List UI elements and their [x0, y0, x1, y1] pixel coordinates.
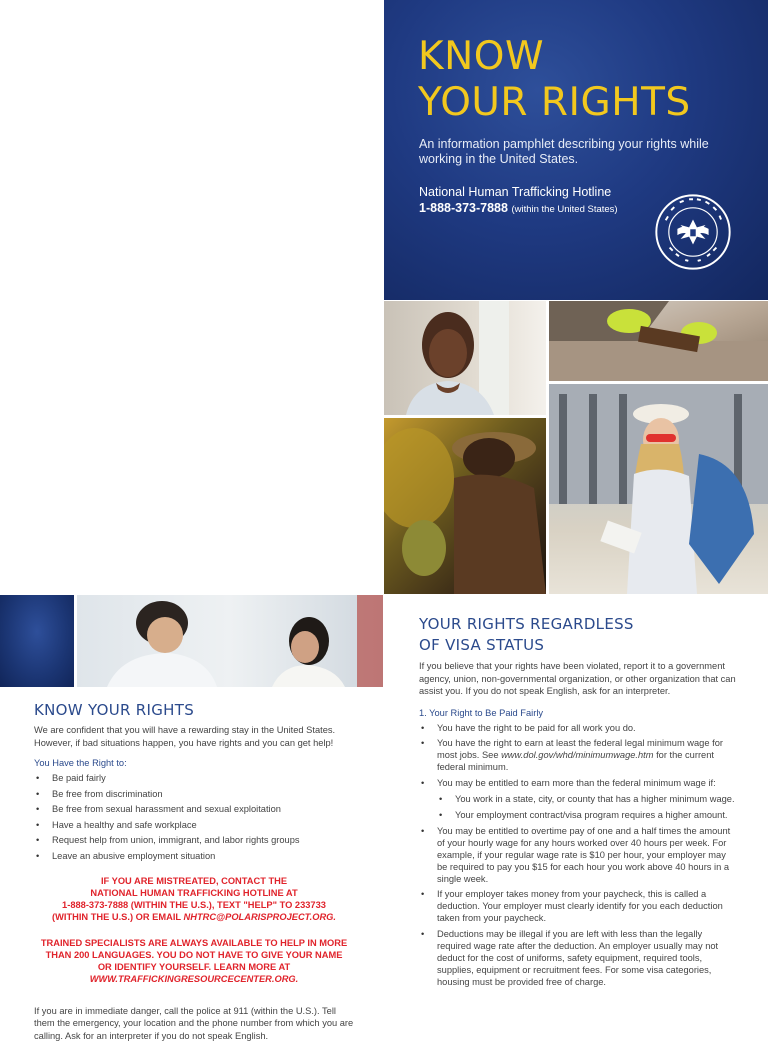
minimum-wage-link[interactable]: www.dol.gov/whd/minimumwage.htm [501, 750, 654, 761]
nested-list [437, 793, 737, 821]
cover-title-line2: YOUR RIGHTS [418, 80, 691, 125]
cover-title [418, 34, 691, 126]
danger-text: If you are in immediate danger, call the police at 911 (within the U.S.). Tell them the emergency, your location and the phone number from which you are calling. Ask for an interpreter if you do not speak English. [34, 1005, 354, 1041]
intro-text: If you believe that your rights have been violated, report it to a government agency, union, non-governmental organization, or other organization that can assist you. If you do not speak English, ask for an interpreter. [419, 661, 736, 696]
cover-subtitle: An information pamphlet describing your rights while working in the United States. [419, 137, 709, 166]
specialists-alert [34, 937, 354, 985]
hotline-block [419, 184, 618, 218]
list-item: • You may be entitled to overtime pay of one and a half times the amount of your hourly wage for any hours worked over 40 hours per week. For example, if your regular wage rate is $10 per hour, your employer may be required to pay you $15 for each hour you work above 40 hours in a single week. [419, 825, 737, 885]
heading-line: YOUR RIGHTS REGARDLESS [419, 615, 634, 633]
list-item: • If your employer takes money from your paycheck, this is called a deduction. Your employer must clearly identify for you each deduction taken from your paycheck. [419, 888, 737, 924]
list-item: • Have a healthy and safe workplace [34, 819, 354, 831]
list-item [419, 777, 737, 821]
alert-line: NATIONAL HUMAN TRAFFICKING HOTLINE AT [90, 887, 298, 898]
nested-list-item: • You work in a state, city, or county that has a higher minimum wage. [437, 793, 737, 805]
photo-traveler-backpack [549, 384, 768, 594]
hotline-alert [34, 875, 354, 923]
hotline-phone: 1-888-373-7888 [419, 201, 508, 215]
pay-rights-list [419, 722, 737, 988]
section-heading [419, 614, 737, 656]
nested-list-item: • Your employment contract/visa program requires a higher amount. [437, 809, 737, 821]
item-text: for the current federal minimum. [437, 750, 714, 773]
department-of-state-seal-icon [654, 193, 732, 271]
list-item: • Deductions may be illegal if you are left with less than the legally required wage rate after the deduction. An employer usually may not deduct for the cost of uniforms, safety equipment, required tools, supplies, equipment or recruitment fees. For some visa categories, housing must be provided free of charge. [419, 928, 737, 988]
item-text: You may be entitled to earn more than the federal minimum wage if: [437, 777, 716, 788]
intro-text: We are confident that you will have a rewarding stay in the United States. However, if bad situations happen, you have rights and you can get help! [34, 725, 336, 748]
pay-section-heading: 1. Your Right to Be Paid Fairly [419, 707, 544, 718]
list-item: • You have the right to be paid for all work you do. [419, 722, 737, 734]
list-item: • Be free from sexual harassment and sexual exploitation [34, 803, 354, 815]
visa-status-rights-section [419, 614, 737, 991]
photo-smiling-woman [384, 301, 546, 415]
photo-worker-gloves [549, 301, 768, 381]
hotline-email-link[interactable]: NHTRC@POLARISPROJECT.ORG. [183, 911, 337, 922]
alert-line: (WITHIN THE U.S.) OR EMAIL [51, 911, 184, 922]
rights-heading: You Have the Right to: [34, 758, 127, 768]
cover-panel [384, 0, 768, 300]
list-item: • Be paid fairly [34, 772, 354, 784]
alert-line: THAN 200 LANGUAGES. YOU DO NOT HAVE TO GIVE YOUR NAME [45, 949, 343, 960]
photo-farmer-hat [384, 418, 546, 594]
list-item: • Request help from union, immigrant, and labor rights groups [34, 834, 354, 846]
know-your-rights-section [34, 700, 354, 1042]
alert-line: OR IDENTIFY YOURSELF. LEARN MORE AT [97, 961, 291, 972]
decorative-blue-square [0, 595, 74, 687]
resource-center-link[interactable]: WWW.TRAFFICKINGRESOURCECENTER.ORG. [89, 973, 299, 984]
list-item [419, 737, 737, 773]
hotline-label: National Human Trafficking Hotline [419, 185, 612, 199]
photo-office-workers [77, 595, 383, 687]
cover-title-line1: KNOW [418, 34, 545, 79]
item-text: You have the right to earn at least the federal legal minimum wage for most jobs. See [437, 738, 723, 761]
list-item: • Leave an abusive employment situation [34, 850, 354, 862]
list-item: • Be free from discrimination [34, 788, 354, 800]
alert-line: IF YOU ARE MISTREATED, CONTACT THE [100, 875, 288, 886]
alert-line: 1-888-373-7888 (WITHIN THE U.S.), TEXT "HELP" TO 233733 [62, 899, 326, 910]
alert-line: TRAINED SPECIALISTS ARE ALWAYS AVAILABLE TO HELP IN MORE [40, 937, 348, 948]
hotline-phone-line [419, 200, 618, 218]
hotline-note: (within the United States) [511, 204, 618, 215]
rights-list [34, 772, 354, 862]
heading-line: OF VISA STATUS [419, 636, 545, 654]
section-heading: KNOW YOUR RIGHTS [34, 701, 195, 719]
